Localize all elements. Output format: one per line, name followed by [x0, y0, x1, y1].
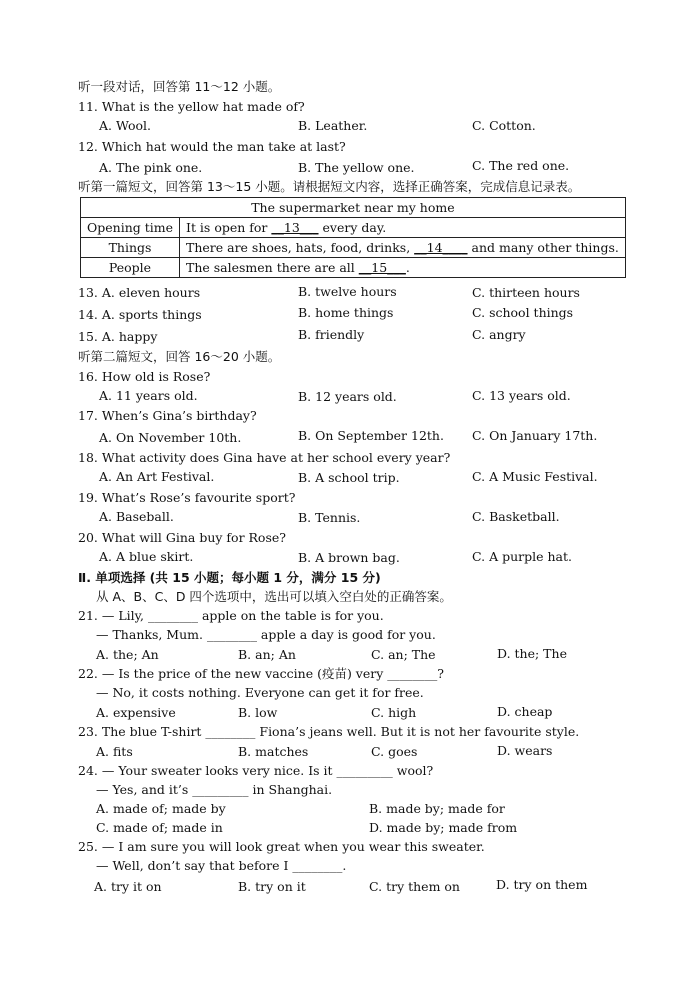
- option-b: B. The yellow one.: [298, 160, 415, 175]
- option-d: D. wears: [497, 743, 553, 758]
- table-row: [81, 218, 626, 238]
- option-c: C. The red one.: [472, 158, 570, 173]
- table-row-key: Opening time: [81, 218, 180, 238]
- question-stem: 24. — Your sweater looks very nice. Is it _________ wool?: [78, 763, 434, 778]
- option-b: B. low: [238, 705, 278, 720]
- question-stem: 19. What’s Rose’s favourite sport?: [78, 490, 296, 505]
- option-c: C. On January 17th.: [472, 428, 598, 443]
- question-line: — Yes, and it’s _________ in Shanghai.: [96, 782, 333, 797]
- option-a: A. Baseball.: [99, 509, 174, 524]
- option-b: B. A brown bag.: [298, 550, 400, 565]
- table-row: [81, 258, 626, 278]
- option-c: C. an; The: [371, 647, 436, 662]
- table-row-key: Things: [81, 238, 180, 258]
- part-title: Ⅱ. 单项选择 (共 15 小题；每小题 1 分，满分 15 分): [78, 570, 381, 585]
- option-c: C. high: [371, 705, 417, 720]
- option-b: B. an; An: [238, 647, 296, 662]
- answer-blank: __14____: [414, 240, 468, 255]
- table-row-value: It is open for __13___ every day.: [180, 218, 626, 238]
- option-c: C. goes: [371, 744, 418, 759]
- section-instruction: 听第一篇短文，回答第 13～15 小题。请根据短文内容，选择正确答案，完成信息记录表。: [78, 179, 581, 194]
- option-d: D. try on them: [496, 877, 588, 892]
- table-row-key: People: [81, 258, 180, 278]
- question-stem: 17. When’s Gina’s birthday?: [78, 408, 257, 423]
- option-a: A. On November 10th.: [99, 430, 242, 445]
- option-b: B. On September 12th.: [298, 428, 444, 443]
- table-row-value: The salesmen there are all __15___.: [180, 258, 626, 278]
- option-c: C. thirteen hours: [472, 285, 580, 300]
- option-b: B. twelve hours: [298, 284, 397, 299]
- question-stem: 18. What activity does Gina have at her school every year?: [78, 450, 451, 465]
- option-a: 14. A. sports things: [78, 307, 202, 322]
- option-d: D. the; The: [497, 646, 567, 661]
- section-instruction: 听一段对话，回答第 11～12 小题。: [78, 79, 281, 94]
- option-c: C. Cotton.: [472, 118, 536, 133]
- question-stem: 25. — I am sure you will look great when you wear this sweater.: [78, 839, 485, 854]
- option-c: C. Basketball.: [472, 509, 560, 524]
- option-c: C. A purple hat.: [472, 549, 572, 564]
- option-b: B. made by; made for: [369, 801, 505, 816]
- option-c: C. A Music Festival.: [472, 469, 598, 484]
- option-a: A. made of; made by: [96, 801, 226, 816]
- info-record-table: [80, 197, 626, 278]
- question-stem: 12. Which hat would the man take at last?: [78, 139, 346, 154]
- option-d: D. made by; made from: [369, 820, 518, 835]
- question-stem: 16. How old is Rose?: [78, 369, 211, 384]
- option-b: B. Tennis.: [298, 510, 361, 525]
- option-c: C. try them on: [369, 879, 460, 894]
- question-stem: 11. What is the yellow hat made of?: [78, 99, 305, 114]
- option-b: B. friendly: [298, 327, 365, 342]
- table-row-value: There are shoes, hats, food, drinks, __14____ and many other things.: [180, 238, 626, 258]
- option-a: A. A blue skirt.: [99, 549, 194, 564]
- option-d: D. cheap: [497, 704, 553, 719]
- question-line: — Thanks, Mum. ________ apple a day is good for you.: [96, 627, 436, 642]
- question-stem: 22. — Is the price of the new vaccine (疫苗) very ________?: [78, 666, 444, 681]
- option-a: A. Wool.: [99, 118, 151, 133]
- option-c: C. school things: [472, 305, 574, 320]
- option-b: B. 12 years old.: [298, 389, 397, 404]
- option-a: A. try it on: [94, 879, 162, 894]
- table-row: [81, 238, 626, 258]
- question-stem: 21. — Lily, ________ apple on the table is for you.: [78, 608, 384, 623]
- answer-blank: __13___: [271, 220, 319, 235]
- option-a: A. 11 years old.: [99, 388, 198, 403]
- option-c: C. made of; made in: [96, 820, 223, 835]
- section-instruction: 听第二篇短文，回答 16～20 小题。: [78, 349, 281, 364]
- option-a: A. expensive: [96, 705, 176, 720]
- option-a: 13. A. eleven hours: [78, 285, 201, 300]
- option-b: B. A school trip.: [298, 470, 400, 485]
- option-a: A. The pink one.: [99, 160, 203, 175]
- option-a: A. An Art Festival.: [99, 469, 215, 484]
- option-a: A. the; An: [96, 647, 159, 662]
- part-instruction: 从 A、B、C、D 四个选项中，选出可以填入空白处的正确答案。: [96, 589, 452, 604]
- question-stem: 20. What will Gina buy for Rose?: [78, 530, 286, 545]
- option-c: C. angry: [472, 327, 526, 342]
- question-line: — Well, don’t say that before I ________.: [96, 858, 347, 873]
- option-b: B. try on it: [238, 879, 306, 894]
- question-stem: 23. The blue T-shirt ________ Fiona’s jeans well. But it is not her favourite style.: [78, 724, 580, 739]
- option-c: C. 13 years old.: [472, 388, 571, 403]
- option-b: B. matches: [238, 744, 309, 759]
- answer-blank: __15___: [358, 260, 406, 275]
- table-title: The supermarket near my home: [81, 198, 626, 218]
- option-a: A. fits: [96, 744, 133, 759]
- option-b: B. Leather.: [298, 118, 368, 133]
- option-a: 15. A. happy: [78, 329, 158, 344]
- option-b: B. home things: [298, 305, 394, 320]
- question-line: — No, it costs nothing. Everyone can get it for free.: [96, 685, 424, 700]
